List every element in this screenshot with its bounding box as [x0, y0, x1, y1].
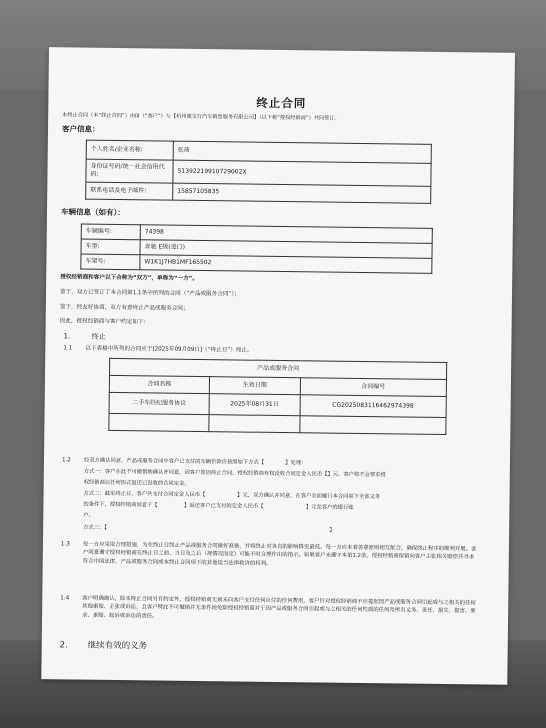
clause-1-2-number: 1.2 [61, 457, 71, 464]
clause-1-3-text: 每一方应采取合理措施，为在终止日终止产品或服务合同做好准备，并将终止对各自的影响降至最低。每一方应本着善意原则相互配合，确保终止程序的顺利开展。客户同意遵守授权经销商在终止日之前、当日及之后（视情况而定）可能不时合理作出的指示。如果客户未遵守本第1.2条，授权经销商保留向客户主张相关赔偿并寻求符合中国法律、产品或服务合同或本终止合同项下的其他适当法律救济的权利。 [82, 541, 477, 567]
section-2-title: 继续有效的义务 [87, 640, 148, 652]
vehicle-model-value: 奔驰 E级(进口) [140, 240, 432, 259]
customer-contact-value: 15857105835 [173, 183, 431, 203]
customer-name-value: 张琦 [173, 141, 431, 163]
section-1-title: 终止 [91, 332, 106, 341]
clause-therefore: 因此，授权经销商与客户约定如下： [59, 318, 150, 326]
clause-1-4-number: 1.4 [60, 595, 70, 602]
clause-1-1-text: 以下表格中所列的合同应于[2025年09月09日]（“终止日”）终止。 [85, 345, 253, 354]
cell-effective-date: 2025年08月31日 [209, 394, 300, 416]
clause-1-2-line-2: 方式一：客户在此不可撤销地确认并同意，因客户原因终止合同，授权经销商有权没收合同定金人民币【】元。客户将不会要求授 [83, 468, 386, 479]
cell-empty [299, 416, 446, 435]
cell-contract-number: CG2025083116462974398 [300, 395, 447, 418]
vehicle-vin-label: 车架号: [81, 254, 140, 270]
customer-table [85, 140, 432, 204]
clause-1-3-number: 1.3 [60, 541, 70, 548]
clause-parties: 授权经销商和客户以下合称为“双方”，单称为“一方”。 [60, 274, 199, 282]
customer-heading: 客户信息： [61, 124, 100, 134]
document-page [41, 47, 515, 685]
clause-1-2-line-7: 方式三：【 】 [83, 524, 335, 534]
customer-id-label: 身份证号码/统一社会信用代码: [86, 159, 173, 183]
clause-1-1-number: 1.1 [63, 345, 73, 352]
vehicle-table [80, 224, 433, 274]
clause-1-2-line-5: 的条件下，授权经销商同意于【 】返还客户已支付的定金人民币【 】元至客户的银行账 [83, 501, 354, 511]
table-row [109, 413, 446, 434]
intro-paragraph: 本终止合同（本“终止合同”）由íá（“客户”）与【杭州骏宝行汽车销售服务有限公司】（以下称“授权经销商”）共同签订。 [62, 112, 340, 122]
header-contract-number: 合同编号 [300, 378, 447, 397]
clause-1-2-line-3: 权经销商以任何形式返还已没收的合同定金。 [83, 479, 190, 487]
vehicle-vin-value: W1K1J7HB1MF165502 [140, 255, 432, 274]
section-2-number: 2. [59, 640, 68, 651]
cell-empty [209, 415, 300, 433]
vehicle-model-label: 车型: [81, 239, 140, 255]
vehicle-number-label: 车辆编号: [81, 224, 140, 240]
clause-1-2-line-6: 户。 [83, 512, 94, 519]
header-effective-date: 生效日期 [209, 377, 300, 395]
document-title: 终止合同 [256, 95, 307, 111]
vehicle-number-value: 74398 [140, 225, 432, 244]
clause-whereas-1: 鉴于，双方已签订了本合同第1.1条中所列的合同（“产品或服务合同”）； [59, 289, 240, 298]
customer-name-label: 个人姓名/企业名称: [86, 140, 173, 160]
cell-empty [109, 413, 209, 431]
customer-contact-label: 联系电话及电子邮件: [86, 182, 173, 200]
clause-1-2-line-4: 方式二：截至终止日，客户共支付合同定金人民币【 】元，双方确认并同意，在客户全面履行本合同项下全部义务 [83, 490, 381, 501]
product-service-table [108, 358, 447, 435]
cell-contract-name: 二手车经纪服务协议 [109, 392, 209, 414]
table-row [81, 254, 432, 273]
header-contract-name: 合同名称 [109, 375, 209, 393]
table-row [86, 182, 431, 203]
clause-whereas-2: 鉴于，经友好协商，双方有意终止产品或服务合同； [59, 304, 189, 312]
clause-1-4-text: 客户明确确认，除本终止合同另有约定外，授权经销商无须未向客户支付任何应付的任何费用，客户针对授权经销商不应提起因产品或服务合同引起或与之相关的任何其他索赔、主张或诉讼，且客户特此不可撤销并无条件地免除授权经销商对于因产品或服务合同引起或与之相关的任何性质的任何及所有义务、责任、损失、损害、要求、索赔、起诉或诉讼的责任。 [82, 595, 476, 620]
product-table-caption: 产品或服务合同 [110, 358, 447, 379]
clause-1-2-line-1: 经双方确认同意，产品或服务合同中客户已支付的车辆价款应按照如下方式【 】处理： [83, 457, 307, 467]
customer-id-value: 51392219910729002X [173, 160, 431, 186]
vehicle-heading: 车辆信息（如有）： [60, 207, 125, 218]
section-1-number: 1. [63, 332, 71, 341]
